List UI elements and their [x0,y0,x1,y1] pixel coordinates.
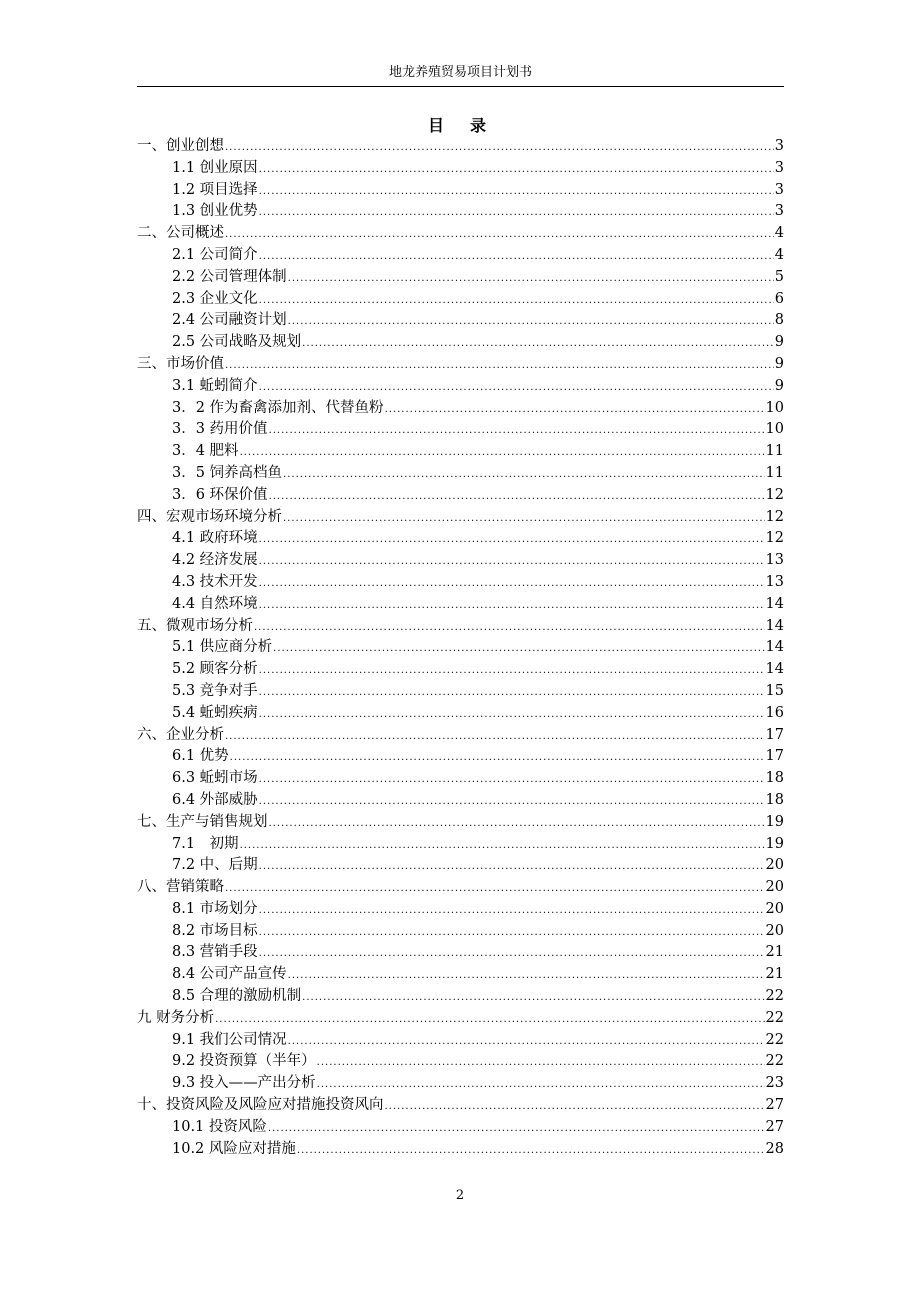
toc-entry-label: 3．6 环保价值 [172,486,268,503]
toc-entry-page: 3 [774,181,784,198]
toc-entry-label: 6.4 外部威胁 [172,791,258,808]
toc-dot-leader [288,965,765,987]
toc-dot-leader [259,791,765,813]
toc-entry-page: 27 [765,1118,784,1135]
toc-entry-page: 3 [774,159,784,176]
toc-section-entry[interactable] [137,768,784,790]
toc-section-entry[interactable] [137,1117,784,1139]
toc-section-entry[interactable] [137,245,784,267]
toc-section-entry[interactable] [137,528,784,550]
toc-dot-leader [385,399,765,421]
toc-section-entry[interactable] [137,398,784,420]
header-divider [137,86,784,87]
toc-dot-leader [230,747,765,769]
toc-dot-leader [259,290,774,312]
toc-entry-label: 10.1 投资风险 [172,1118,267,1135]
toc-chapter-entry[interactable] [137,223,784,245]
toc-entry-label: 10.2 风险应对措施 [172,1140,296,1157]
toc-dot-leader [259,202,774,224]
toc-entry-page: 22 [765,1053,784,1070]
toc-section-entry[interactable] [137,834,784,856]
toc-entry-page: 17 [765,748,784,765]
toc-entry-page: 20 [765,857,784,874]
toc-entry-page: 14 [765,595,784,612]
toc-entry-page: 14 [765,617,784,634]
toc-entry-label: 4.3 技术开发 [172,573,258,590]
toc-entry-label: 1.2 项目选择 [172,181,258,198]
toc-section-entry[interactable] [137,158,784,180]
toc-entry-page: 3 [774,138,784,154]
toc-section-entry[interactable] [137,289,784,311]
toc-section-entry[interactable] [137,746,784,768]
toc-section-entry[interactable] [137,899,784,921]
toc-dot-leader [240,442,765,464]
toc-dot-leader [254,617,765,639]
toc-entry-page: 22 [765,1009,784,1026]
toc-entry-page: 12 [765,486,784,503]
toc-dot-leader [283,464,764,486]
toc-entry-page: 14 [765,639,784,656]
toc-section-entry[interactable] [137,1139,784,1161]
toc-section-entry[interactable] [137,310,784,332]
toc-chapter-entry[interactable] [137,507,784,529]
toc-section-entry[interactable] [137,681,784,703]
toc-dot-leader [259,900,765,922]
toc-entry-label: 1.1 创业原因 [172,159,258,176]
toc-entry-page: 13 [765,573,784,590]
toc-section-entry[interactable] [137,463,784,485]
toc-entry-label: 8.3 营销手段 [172,944,258,961]
toc-section-entry[interactable] [137,267,784,289]
toc-section-entry[interactable] [137,1073,784,1095]
toc-dot-leader [240,835,765,857]
toc-entry-label: 5.2 顾客分析 [172,661,258,678]
toc-chapter-entry[interactable] [137,877,784,899]
toc-entry-label: 七、生产与销售规划 [137,813,268,830]
toc-dot-leader [259,682,765,704]
toc-chapter-entry[interactable] [137,1008,784,1030]
toc-entry-label: 5.3 竞争对手 [172,682,258,699]
toc-entry-page: 12 [765,530,784,547]
toc-entry-label: 5.1 供应商分析 [172,639,273,656]
toc-entry-label: 2.3 企业文化 [172,290,258,307]
toc-entry-page: 16 [765,704,784,721]
toc-entry-label: 四、宏观市场环境分析 [137,508,282,525]
toc-section-entry[interactable] [137,986,784,1008]
toc-dot-leader [269,813,765,835]
toc-entry-label: 4.1 政府环境 [172,530,258,547]
toc-section-entry[interactable] [137,790,784,812]
toc-dot-leader [259,159,774,181]
toc-entry-page: 4 [774,225,784,242]
toc-entry-page: 27 [765,1097,784,1114]
toc-section-entry[interactable] [137,659,784,681]
toc-section-entry[interactable] [137,637,784,659]
toc-dot-leader [317,1052,765,1074]
toc-entry-page: 6 [774,290,784,307]
toc-dot-leader [259,529,765,551]
toc-section-entry[interactable] [137,419,784,441]
toc-entry-label: 8.1 市场划分 [172,900,258,917]
toc-entry-label: 3.1 蚯蚓简介 [172,377,258,394]
toc-dot-leader [259,595,765,617]
toc-section-entry[interactable] [137,572,784,594]
toc-dot-leader [273,638,764,660]
toc-entry-page: 11 [765,443,784,460]
toc-entry-label: 三、市场价值 [137,355,224,372]
toc-entry-label: 2.5 公司战略及规划 [172,334,302,351]
toc-section-entry[interactable] [137,921,784,943]
toc-section-entry[interactable] [137,180,784,202]
toc-entry-page: 28 [765,1140,784,1157]
toc-entry-page: 9 [774,355,784,372]
toc-dot-leader [317,1074,765,1096]
toc-entry-page: 10 [765,421,784,438]
toc-entry-page: 8 [774,312,784,329]
toc-entry-page: 4 [774,246,784,263]
toc-entry-page: 15 [765,682,784,699]
toc-dot-leader [269,420,765,442]
toc-entry-label: 7.2 中、后期 [172,857,258,874]
toc-entry-page: 22 [765,988,784,1005]
toc-entry-label: 九 财务分析 [137,1009,215,1026]
toc-title: 目录 [427,116,512,135]
toc-entry-page: 21 [765,966,784,983]
toc-entry-page: 12 [765,508,784,525]
toc-entry-label: 五、微观市场分析 [137,617,253,634]
toc-dot-leader [302,987,764,1009]
toc-dot-leader [385,1096,765,1118]
toc-dot-leader [259,551,765,573]
toc-entry-page: 19 [765,835,784,852]
toc-entry-label: 8.4 公司产品宣传 [172,966,287,983]
toc-entry-page: 21 [765,944,784,961]
toc-entry-label: 7.1 初期 [172,835,239,852]
toc-entry-page: 19 [765,813,784,830]
toc-chapter-entry[interactable] [137,725,784,747]
toc-dot-leader [283,508,765,530]
toc-entry-page: 22 [765,1031,784,1048]
toc-chapter-entry[interactable] [137,1095,784,1117]
toc-section-entry[interactable] [137,1051,784,1073]
toc-entry-label: 9.1 我们公司情况 [172,1031,287,1048]
toc-section-entry[interactable] [137,855,784,877]
toc-dot-leader [225,878,765,900]
toc-entry-label: 六、企业分析 [137,726,224,743]
toc-entry-label: 3．2 作为畜禽添加剂、代替鱼粉 [172,399,384,416]
toc-entry-page: 11 [765,464,784,481]
toc-section-entry[interactable] [137,964,784,986]
toc-dot-leader [269,486,765,508]
toc-entry-page: 20 [765,879,784,896]
toc-entry-label: 3．4 肥料 [172,443,239,460]
toc-dot-leader [259,769,765,791]
toc-chapter-entry[interactable] [137,616,784,638]
toc-section-entry[interactable] [137,376,784,398]
toc-entry-page: 23 [765,1075,784,1092]
toc-entry-page: 18 [765,770,784,787]
toc-dot-leader [259,246,774,268]
toc-entry-label: 2.1 公司简介 [172,246,258,263]
table-of-contents [137,136,784,1160]
toc-dot-leader [297,1140,765,1162]
toc-entry-page: 20 [765,922,784,939]
toc-entry-label: 1.3 创业优势 [172,203,258,220]
toc-section-entry[interactable] [137,441,784,463]
toc-dot-leader [259,922,765,944]
toc-section-entry[interactable] [137,332,784,354]
toc-entry-page: 20 [765,900,784,917]
toc-entry-label: 6.3 蚯蚓市场 [172,770,258,787]
toc-entry-label: 二、公司概述 [137,225,224,242]
toc-entry-page: 9 [774,377,784,394]
toc-dot-leader [288,268,774,290]
toc-entry-label: 6.1 优势 [172,748,229,765]
toc-section-entry[interactable] [137,201,784,223]
toc-entry-page: 9 [774,334,784,351]
toc-entry-page: 17 [765,726,784,743]
toc-entry-label: 2.4 公司融资计划 [172,312,287,329]
toc-chapter-entry[interactable] [137,354,784,376]
toc-entry-page: 18 [765,791,784,808]
toc-dot-leader [225,355,774,377]
toc-entry-label: 8.2 市场目标 [172,922,258,939]
toc-entry-label: 八、营销策略 [137,879,224,896]
toc-dot-leader [225,137,774,159]
toc-dot-leader [259,943,765,965]
toc-entry-label: 4.4 自然环境 [172,595,258,612]
toc-entry-label: 十、投资风险及风险应对措施投资风向 [137,1097,384,1114]
toc-section-entry[interactable] [137,1030,784,1052]
toc-section-entry[interactable] [137,485,784,507]
toc-section-entry[interactable] [137,703,784,725]
running-header: 地龙养殖贸易项目计划书 [388,65,532,80]
toc-dot-leader [225,224,774,246]
toc-entry-label: 3．3 药用价值 [172,421,268,438]
toc-entry-label: 4.2 经济发展 [172,552,258,569]
toc-entry-page: 5 [774,268,784,285]
toc-entry-page: 3 [774,203,784,220]
toc-entry-label: 一、创业创想 [137,138,224,154]
page-number: 2 [455,1188,465,1203]
toc-section-entry[interactable] [137,550,784,572]
toc-entry-label: 3．5 饲养高档鱼 [172,464,283,481]
toc-section-entry[interactable] [137,594,784,616]
toc-dot-leader [225,726,765,748]
toc-section-entry[interactable] [137,942,784,964]
toc-entry-label: 9.3 投入——产出分析 [172,1075,316,1092]
toc-dot-leader [259,181,774,203]
toc-chapter-entry[interactable] [137,812,784,834]
toc-entry-page: 10 [765,399,784,416]
toc-dot-leader [288,1031,765,1053]
toc-dot-leader [288,311,774,333]
toc-entry-label: 8.5 合理的激励机制 [172,988,302,1005]
toc-entry-label: 9.2 投资预算（半年） [172,1053,316,1070]
toc-dot-leader [215,1009,764,1031]
toc-entry-page: 14 [765,661,784,678]
toc-chapter-entry[interactable] [137,136,784,158]
toc-entry-page: 13 [765,552,784,569]
toc-entry-label: 5.4 蚯蚓疾病 [172,704,258,721]
toc-dot-leader [259,704,765,726]
toc-dot-leader [302,333,774,355]
toc-dot-leader [259,856,765,878]
toc-entry-label: 2.2 公司管理体制 [172,268,287,285]
toc-dot-leader [268,1118,765,1140]
toc-dot-leader [259,573,765,595]
toc-dot-leader [259,377,774,399]
toc-dot-leader [259,660,765,682]
